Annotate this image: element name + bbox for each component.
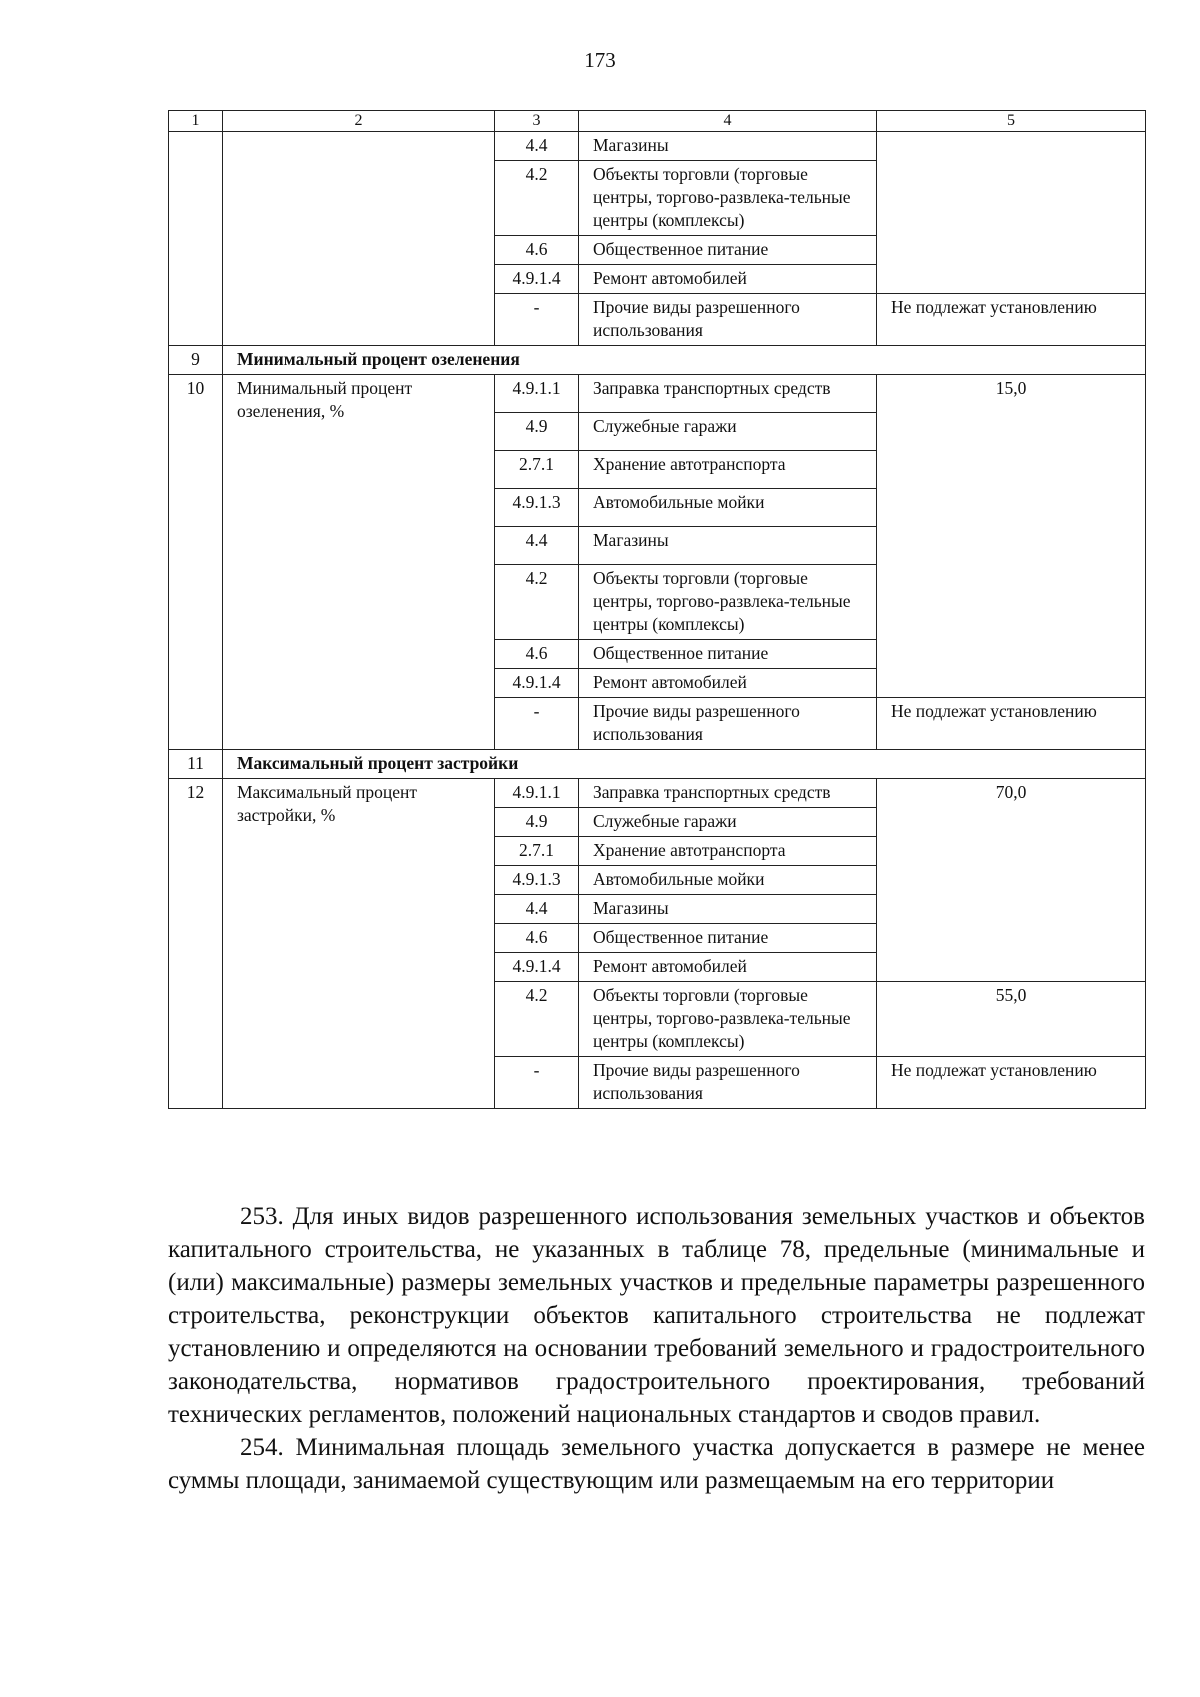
table-header-row <box>169 111 1146 132</box>
row-number: 9 <box>169 346 223 375</box>
value-cell: 70,0 <box>877 779 1146 982</box>
code-cell: 4.9.1.3 <box>495 866 579 895</box>
section-title: Минимальный процент озеленения <box>223 346 1146 375</box>
value-cell: Не подлежат установлению <box>877 698 1146 750</box>
code-cell: - <box>495 1057 579 1109</box>
code-cell: 4.6 <box>495 924 579 953</box>
use-name-cell: Магазины <box>579 895 877 924</box>
code-cell: 4.2 <box>495 161 579 236</box>
use-name-cell: Объекты торговли (торговые центры, торгово-развлека-тельные центры (комплексы) <box>579 161 877 236</box>
code-cell: 2.7.1 <box>495 451 579 489</box>
use-name-cell: Хранение автотранспорта <box>579 451 877 489</box>
code-cell: 4.9.1.1 <box>495 375 579 413</box>
use-name-cell: Общественное питание <box>579 236 877 265</box>
code-cell: 4.9.1.3 <box>495 489 579 527</box>
empty-cell <box>169 132 223 346</box>
code-cell: 4.6 <box>495 640 579 669</box>
paragraph-254: 254. Минимальная площадь земельного участка допускается в размере не менее суммы площади, занимаемой существующим или размещаемым на его территории <box>168 1434 1145 1494</box>
use-name-cell: Общественное питание <box>579 640 877 669</box>
page-number: 173 <box>584 48 616 72</box>
paragraph-253: 253. Для иных видов разрешенного использования земельных участков и объектов капитального строительства, не указанных в таблице 78, предельные (минимальные и (или) максимальные) размеры земельных участков и предельные параметры разрешенного строительства, реконструкции объектов капитального строительства не подлежат установлению и определяются на основании требований земельного и градостроительного законодательства, нормативов градостроительного проектирования, требований технических регламентов, положений национальных стандартов и сводов правил. <box>168 1203 1145 1428</box>
use-name-cell: Прочие виды разрешенного использования <box>579 294 877 346</box>
use-name-cell: Заправка транспортных средств <box>579 779 877 808</box>
use-name-cell: Ремонт автомобилей <box>579 265 877 294</box>
parameter-label: Минимальный процент озеленения, % <box>223 375 495 750</box>
section-title: Максимальный процент застройки <box>223 750 1146 779</box>
code-cell: - <box>495 698 579 750</box>
header-cell: 4 <box>579 111 877 132</box>
header-cell: 3 <box>495 111 579 132</box>
value-cell: 55,0 <box>877 982 1146 1057</box>
code-cell: - <box>495 294 579 346</box>
code-cell: 4.2 <box>495 982 579 1057</box>
use-name-cell: Общественное питание <box>579 924 877 953</box>
code-cell: 4.9.1.1 <box>495 779 579 808</box>
use-name-cell: Заправка транспортных средств <box>579 375 877 413</box>
use-name-cell: Служебные гаражи <box>579 808 877 837</box>
header-cell: 2 <box>223 111 495 132</box>
empty-cell <box>877 132 1146 294</box>
code-cell: 4.9 <box>495 808 579 837</box>
table-row <box>169 375 1146 413</box>
parameter-label: Максимальный процент застройки, % <box>223 779 495 1109</box>
row-number: 10 <box>169 375 223 750</box>
use-name-cell: Прочие виды разрешенного использования <box>579 698 877 750</box>
header-cell: 5 <box>877 111 1146 132</box>
use-name-cell: Хранение автотранспорта <box>579 837 877 866</box>
code-cell: 4.9.1.4 <box>495 669 579 698</box>
empty-cell <box>223 132 495 346</box>
section-row <box>169 346 1146 375</box>
header-cell: 1 <box>169 111 223 132</box>
code-cell: 4.2 <box>495 565 579 640</box>
body-text <box>168 1200 1145 1497</box>
code-cell: 4.9 <box>495 413 579 451</box>
value-cell: Не подлежат установлению <box>877 1057 1146 1109</box>
use-name-cell: Ремонт автомобилей <box>579 953 877 982</box>
code-cell: 4.4 <box>495 527 579 565</box>
code-cell: 4.4 <box>495 895 579 924</box>
table-row <box>169 779 1146 808</box>
section-row <box>169 750 1146 779</box>
code-cell: 4.9.1.4 <box>495 265 579 294</box>
regulations-table <box>168 110 1146 1109</box>
table-row <box>169 132 1146 161</box>
code-cell: 4.9.1.4 <box>495 953 579 982</box>
code-cell: 4.6 <box>495 236 579 265</box>
use-name-cell: Магазины <box>579 527 877 565</box>
row-number: 11 <box>169 750 223 779</box>
use-name-cell: Автомобильные мойки <box>579 489 877 527</box>
use-name-cell: Прочие виды разрешенного использования <box>579 1057 877 1109</box>
use-name-cell: Ремонт автомобилей <box>579 669 877 698</box>
use-name-cell: Магазины <box>579 132 877 161</box>
value-cell: Не подлежат установлению <box>877 294 1146 346</box>
use-name-cell: Служебные гаражи <box>579 413 877 451</box>
value-cell: 15,0 <box>877 375 1146 698</box>
use-name-cell: Объекты торговли (торговые центры, торгово-развлека-тельные центры (комплексы) <box>579 565 877 640</box>
use-name-cell: Автомобильные мойки <box>579 866 877 895</box>
code-cell: 4.4 <box>495 132 579 161</box>
row-number: 12 <box>169 779 223 1109</box>
use-name-cell: Объекты торговли (торговые центры, торгово-развлека-тельные центры (комплексы) <box>579 982 877 1057</box>
code-cell: 2.7.1 <box>495 837 579 866</box>
